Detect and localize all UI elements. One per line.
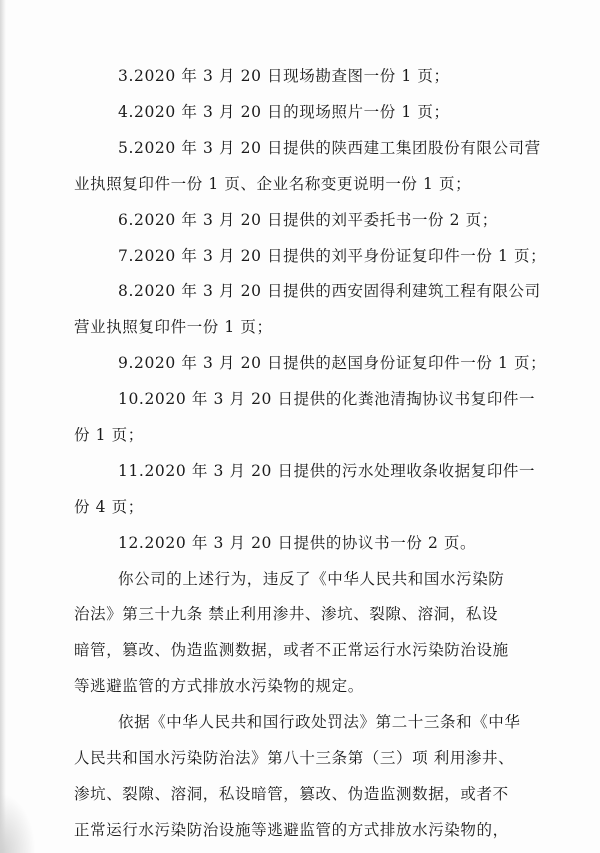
text-line-1: 3.2020 年 3 月 20 日现场勘查图一份 1 页； xyxy=(118,67,450,85)
text-line-12: 11.2020 年 3 月 20 日提供的污水处理收条收据复印件一 xyxy=(118,462,536,480)
text-line-20: 人民共和国水污染防治法》第八十三条第（三）项 利用渗井、 xyxy=(74,749,515,767)
text-line-8: 营业执照复印件一份 1 页； xyxy=(74,318,273,336)
text-line-10: 10.2020 年 3 月 20 日提供的化粪池清掏协议书复印件一 xyxy=(118,390,536,408)
scan-edge-shadow xyxy=(0,0,6,853)
text-line-11: 份 1 页； xyxy=(74,426,144,444)
text-line-19: 依据《中华人民共和国行政处罚法》第二十三条和《中华 xyxy=(118,713,521,731)
scan-corner-shadow xyxy=(0,793,36,853)
text-line-7: 8.2020 年 3 月 20 日提供的西安固得利建筑工程有限公司 xyxy=(118,282,541,300)
text-line-16: 治法》第三十九条 禁止利用渗井、渗坑、裂隙、溶洞，私设 xyxy=(74,605,499,623)
text-line-18: 等逃避监管的方式排放水污染物的规定。 xyxy=(74,677,364,695)
text-line-15: 你公司的上述行为，违反了《中华人民共和国水污染防 xyxy=(118,570,505,588)
text-line-21: 渗坑、裂隙、溶洞，私设暗管，篡改、伪造监测数据，或者不 xyxy=(74,785,509,803)
text-line-13: 份 4 页； xyxy=(74,498,144,516)
text-line-9: 9.2020 年 3 月 20 日提供的赵国身份证复印件一份 1 页； xyxy=(118,354,547,372)
text-line-22: 正常运行水污染防治设施等逃避监管的方式排放水污染物的， xyxy=(74,821,509,839)
text-line-17: 暗管，篡改、伪造监测数据，或者不正常运行水污染防治设施 xyxy=(74,641,509,659)
text-line-2: 4.2020 年 3 月 20 日的现场照片一份 1 页； xyxy=(118,103,450,121)
text-line-5: 6.2020 年 3 月 20 日提供的刘平委托书一份 2 页； xyxy=(118,211,498,229)
text-line-3: 5.2020 年 3 月 20 日提供的陕西建工集团股份有限公司营 xyxy=(118,139,541,157)
text-line-6: 7.2020 年 3 月 20 日提供的刘平身份证复印件一份 1 页； xyxy=(118,247,547,265)
text-line-4: 业执照复印件一份 1 页、企业名称变更说明一份 1 页； xyxy=(74,175,472,193)
text-line-14: 12.2020 年 3 月 20 日提供的协议书一份 2 页。 xyxy=(118,534,477,552)
